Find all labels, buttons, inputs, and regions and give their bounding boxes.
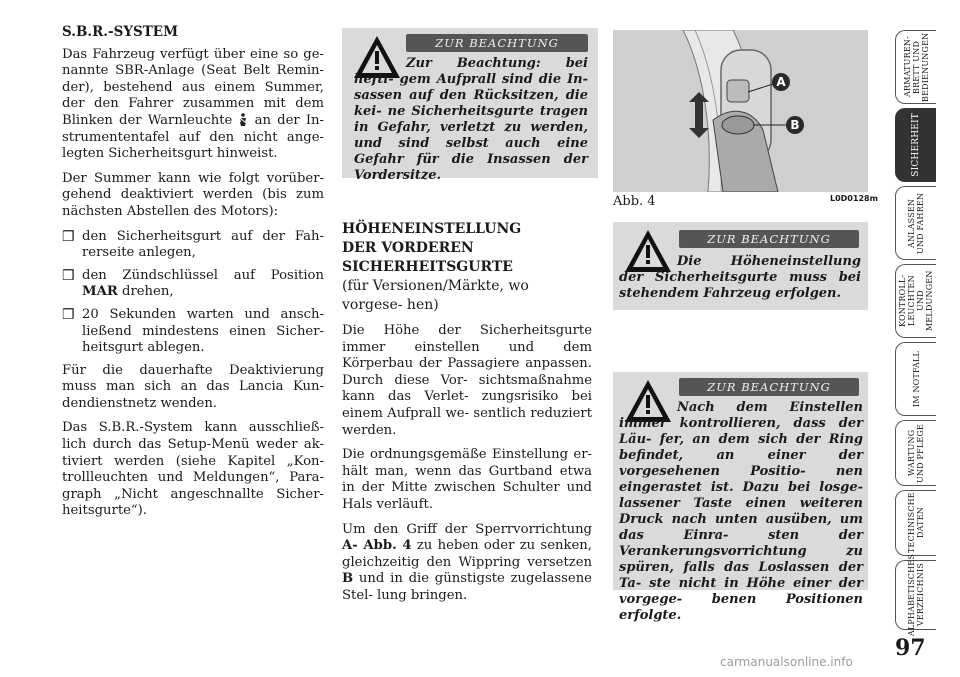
warning-box [613, 372, 868, 623]
paragraph [62, 47, 324, 163]
paragraph [342, 522, 592, 605]
tab-label: ALPHABETISCHES VERZEICHNIS [907, 553, 925, 637]
checkbox-icon: ❒ [62, 306, 75, 323]
tab-verzeichnis[interactable] [895, 553, 936, 637]
figure-caption: Abb. 4 [613, 194, 656, 209]
warning-box [342, 28, 598, 183]
warning-tag: ZUR BEACHTUNG [679, 378, 859, 396]
warning-text: Nach dem Einstellen immer kontrollieren, dass der Läu- fer, an dem sich der Ring befindet, an einer der vorgesehenen Positio- nen eingerastet ist. Dazu bei losge- lassener Taste einen weiteren Druck nach unten ausüben, um das Einra- sten der Verankerungsvorrichtung zu spüren, falls das Loslassen der Ta- ste nicht in Höhe einer der vorgege- benen Positionen erfolgte. [619, 400, 863, 623]
list-item-text-part: den Zündschlüssel auf Position [82, 267, 324, 283]
figure-illustration [613, 30, 868, 192]
section-heading-line: HÖHENEINSTELLUNG [342, 221, 522, 237]
list-item-text [82, 268, 324, 301]
warning-text: Die Höheneinstellung der Sicherheitsgurte muss bei stehendem Fahrzeug erfolgen. [619, 254, 861, 301]
paragraph-text: zu heben oder zu senken, gleichzeitig den Wippring versetzen [342, 538, 592, 570]
tab-label: KONTROLL- LEUCHTEN UND MELDUNGEN [898, 270, 934, 332]
list-item-text-part: drehen, [122, 284, 174, 300]
paragraph: Der Summer kann wie folgt vorüber- gehend deaktiviert werden (bis zum nächsten Abstellen des Motors): [62, 170, 324, 219]
warning-box [613, 222, 868, 310]
label-b: B [790, 118, 800, 132]
figure-reference: A- Abb. 4 [342, 538, 412, 554]
part-reference: B [342, 571, 354, 587]
tab-label: TECHNISCHE DATEN [907, 492, 925, 554]
checkbox-icon: ❒ [62, 267, 75, 284]
warning-tag: ZUR BEACHTUNG [406, 34, 588, 52]
tab-label: SICHERHEIT [910, 113, 921, 177]
checkbox-icon: ❒ [62, 228, 75, 245]
key-position: MAR [82, 284, 118, 300]
tab-im-notfall[interactable] [895, 342, 936, 416]
paragraph-text: Das Fahrzeug verfügt über eine so ge- nannte SBR-Anlage (Seat Belt Remin- der), bestehend aus einem Summer, der den Fahrer zusammen mit dem Blinken der Warnleuchte [62, 46, 324, 128]
section-heading-line: SICHERHEITSGURTE [342, 259, 513, 275]
tab-technische-daten[interactable] [895, 490, 936, 556]
paragraph-text: an der In- strumententafel auf den nicht ange- legten Sicherheitsgurt hinweist. [62, 112, 324, 162]
figure-code: L0D0128m [830, 194, 878, 203]
seatbelt-warning-icon [238, 113, 248, 126]
warning-tag: ZUR BEACHTUNG [679, 230, 859, 248]
section-heading-line: DER VORDEREN [342, 240, 474, 256]
tab-label: ARMATUREN- BRETT UND BEDIENUNGEN [902, 32, 930, 102]
tab-label: WARTUNG UND PFLEGE [907, 423, 925, 483]
tab-label: IM NOTFALL [911, 350, 921, 408]
footer-watermark: carmanualsonline.info [720, 655, 853, 669]
tab-kontrollleuchten[interactable] [895, 264, 936, 338]
subheading: (für Versionen/Märkte, wo vorgese- hen) [342, 278, 529, 313]
paragraph: Für die dauerhafte Deaktivierung muss man sich an das Lancia Kun- dendienstnetz wenden. [62, 362, 324, 411]
list-item-text: den Sicherheitsgurt auf der Fah- rerseite anlegen, [82, 228, 324, 261]
list-item [62, 268, 324, 301]
list-item [62, 229, 324, 262]
tab-sicherheit[interactable] [895, 108, 936, 182]
paragraph-text: Um den Griff der Sperrvorrichtung [342, 521, 592, 537]
column-middle [342, 220, 592, 613]
tab-wartung[interactable] [895, 420, 936, 486]
paragraph: Das S.B.R.-System kann ausschließ- lich durch das Setup-Menü weder ak- tiviert werden (siehe Kapitel „Kon- trollleuchten und Meldungen“, Para- graph „Nicht angeschnallte Sicher- heitsgurte“). [62, 420, 324, 519]
figure-seatbelt-adjuster [613, 30, 868, 192]
paragraph-text: und in die günstigste zugelassene Stel- lung bringen. [342, 571, 592, 603]
page-number: 97 [895, 635, 926, 661]
label-a: A [776, 75, 786, 89]
warning-text: Zur Beachtung: bei hefti- gem Aufprall sind die In- sassen auf den Rücksitzen, die kei- ne Sicherheitsgurte tragen in Gefahr, verletzt zu werden, und sind selbst auch eine Gefahr für die Insassen der Vordersitze. [354, 56, 588, 183]
list-item-text: 20 Sekunden warten und ansch- ließend mindestens einen Sicher- heitsgurt ablegen. [82, 306, 324, 356]
paragraph: Die Höhe der Sicherheitsgurte immer einstellen und dem Körperbau der Passagiere anpassen. Durch diese Vor- sichtsmaßnahme kann das Verlet- zungsrisiko bei einem Aufprall we- sentlich reduziert werden. [342, 323, 592, 438]
tab-anlassen[interactable] [895, 186, 936, 260]
column-left [62, 24, 324, 528]
paragraph: Die ordnungsgemäße Einstellung er- hält man, wenn das Gurtband etwa in der Mitte zwischen Schulter und Hals verläuft. [342, 447, 592, 512]
section-heading-sbr: S.B.R.-SYSTEM [62, 24, 179, 40]
tab-armaturenbrett[interactable] [895, 30, 936, 104]
list-item [62, 307, 324, 357]
tab-label: ANLASSEN UND FAHREN [907, 192, 925, 254]
